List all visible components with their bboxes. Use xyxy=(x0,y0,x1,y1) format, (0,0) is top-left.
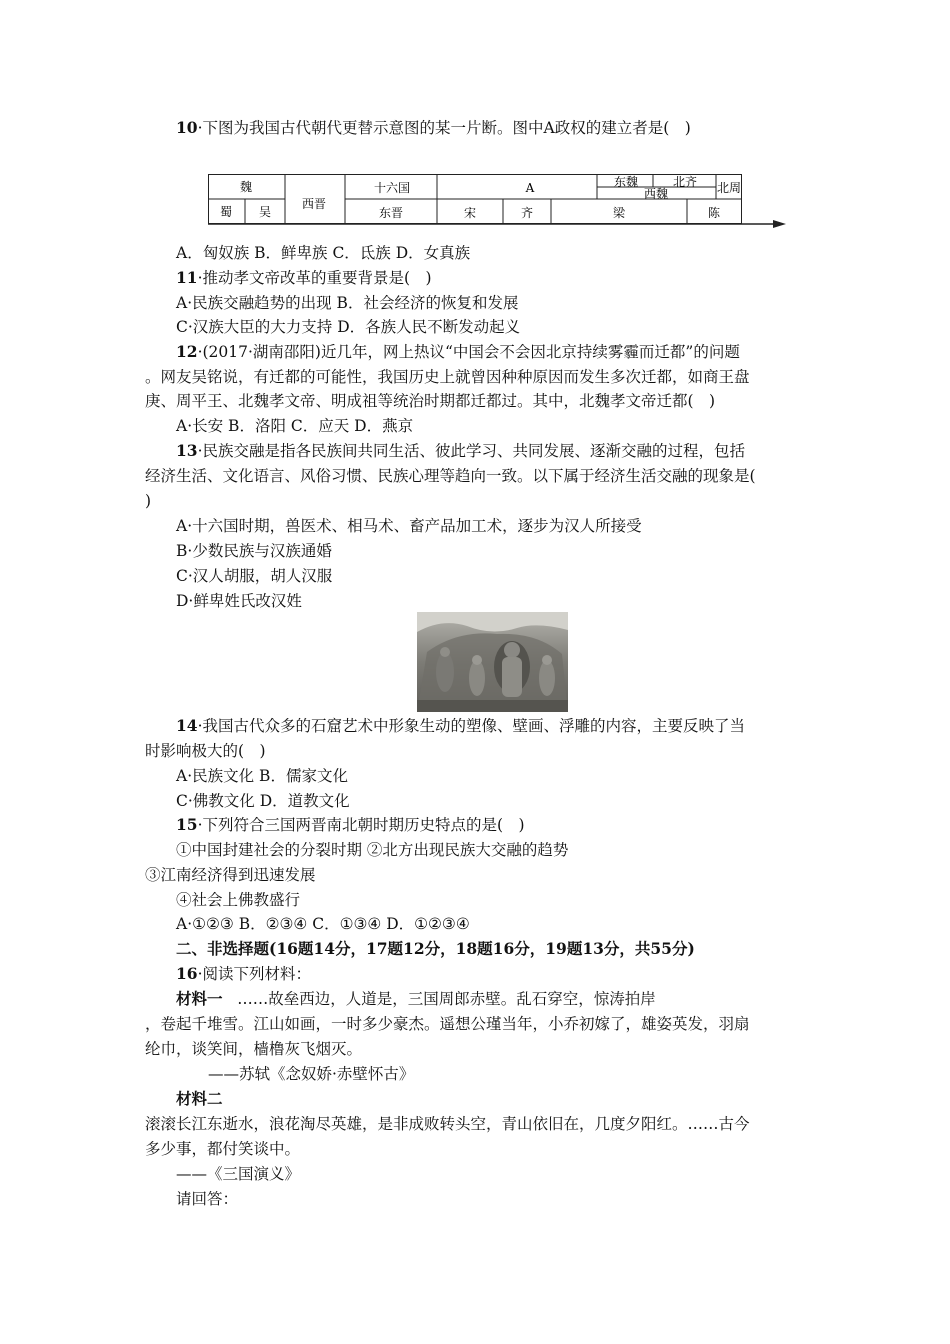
q13-line-3: ) xyxy=(145,492,152,510)
material-1-label: 材料一 xyxy=(176,989,223,1008)
q13-option-b: B·少数民族与汉族通婚 xyxy=(176,542,332,560)
q14-line-1: 14·我国古代众多的石窟艺术中形象生动的塑像、壁画、浮雕的内容，主要反映了当 xyxy=(176,716,746,735)
q16-stem: 16·阅读下列材料： xyxy=(176,964,312,983)
q16-ask: 请回答： xyxy=(176,1190,239,1208)
q13-line-2: 经济生活、文化语言、风俗习惯、民族心理等趋向一致。以下属于经济生活交融的现象是( xyxy=(145,467,756,485)
label-chen: 陈 xyxy=(707,206,721,220)
q11-number: 11 xyxy=(176,268,198,287)
material-1-source: ——苏轼《念奴娇·赤壁怀古》 xyxy=(208,1065,415,1083)
q12-line-3: 庚、周平王、北魏孝文帝、明成祖等统治时期都迁都过。其中，北魏孝文帝迁都( ) xyxy=(145,392,716,410)
label-a: A xyxy=(525,181,535,195)
q11-stem: 11·推动孝文帝改革的重要背景是( ) xyxy=(176,268,432,287)
q15-statement-1-2: ①中国封建社会的分裂时期 ②北方出现民族大交融的趋势 xyxy=(176,841,569,859)
label-shiliuguo: 十六国 xyxy=(373,181,411,195)
q15-stem: 15·下列符合三国两晋南北朝时期历史特点的是( ) xyxy=(176,815,525,834)
material-2-label: 材料二 xyxy=(176,1089,223,1108)
q13-line-1: 13·民族交融是指各民族间共同生活、彼此学习、共同发展、逐渐交融的过程，包括 xyxy=(176,441,746,460)
label-wu: 吴 xyxy=(258,205,272,219)
label-shu: 蜀 xyxy=(219,205,233,219)
q16-number: 16 xyxy=(176,964,198,983)
q12-options: A·长安 B．洛阳 C．应天 D．燕京 xyxy=(176,417,414,435)
material-2-line-2: 多少事，都付笑谈中。 xyxy=(145,1140,301,1158)
timeline-svg xyxy=(208,174,788,230)
q13-option-c: C·汉人胡服，胡人汉服 xyxy=(176,567,333,585)
q14-options-1: A·民族文化 B．儒家文化 xyxy=(176,767,348,785)
q12-line-1: 12·(2017·湖南邵阳)近几年，网上热议“中国会不会因北京持续雾霾而迁都”的问题 xyxy=(176,342,740,361)
q10-number: 10 xyxy=(176,118,198,137)
label-qi: 齐 xyxy=(520,206,534,220)
q10-options: A．匈奴族 B．鲜卑族 C．氐族 D．女真族 xyxy=(176,244,471,262)
material-2-line-1: 滚滚长江东逝水，浪花淘尽英雄，是非成败转头空，青山依旧在，几度夕阳红。……古今 xyxy=(145,1115,750,1133)
label-wei: 魏 xyxy=(239,180,253,194)
q13-number: 13 xyxy=(176,441,198,460)
arrow-icon xyxy=(773,220,786,228)
dynasty-timeline-diagram xyxy=(208,174,788,230)
material-1-line-1: 材料一 ……故垒西边，人道是，三国周郎赤壁。乱石穿空，惊涛拍岸 xyxy=(176,989,656,1008)
q15-options: A·①②③ B．②③④ C．①③④ D．①②③④ xyxy=(176,915,470,933)
label-dongjin: 东晋 xyxy=(378,206,404,220)
q11-options-2: C·汉族大臣的大力支持 D．各族人民不断发动起义 xyxy=(176,318,521,336)
label-xiwei: 西魏 xyxy=(643,187,669,201)
q15-number: 15 xyxy=(176,815,198,834)
label-beiqi: 北齐 xyxy=(672,175,698,189)
label-song: 宋 xyxy=(463,206,477,220)
q12-number: 12 xyxy=(176,342,198,361)
label-dongwei: 东魏 xyxy=(613,175,639,189)
q10-stem: 10·下图为我国古代朝代更替示意图的某一片断。图中A政权的建立者是( ) xyxy=(176,118,691,137)
grotto-photo xyxy=(417,612,568,712)
label-xijin: 西晋 xyxy=(301,197,327,211)
q14-options-2: C·佛教文化 D．道教文化 xyxy=(176,792,350,810)
q11-options-1: A·民族交融趋势的出现 B．社会经济的恢复和发展 xyxy=(176,294,519,312)
material-2-source: ——《三国演义》 xyxy=(176,1165,301,1183)
q12-line-2: 。网友吴铭说，有迁都的可能性，我国历史上就曾因种种原因而发生多次迁都，如商王盘 xyxy=(145,368,750,386)
label-beizhou: 北周 xyxy=(716,181,742,195)
section-2-heading: 二、非选择题(16题14分，17题12分，18题16分，19题13分，共55分) xyxy=(176,939,695,958)
material-1-line-2: ，卷起千堆雪。江山如画，一时多少豪杰。遥想公瑾当年，小乔初嫁了，雄姿英发，羽扇 xyxy=(145,1015,750,1033)
q15-statement-4: ④社会上佛教盛行 xyxy=(176,891,301,909)
q15-statement-3: ③江南经济得到迅速发展 xyxy=(145,866,316,884)
q13-option-a: A·十六国时期，兽医术、相马术、畜产品加工术，逐步为汉人所接受 xyxy=(176,517,642,535)
q13-option-d: D·鲜卑姓氏改汉姓 xyxy=(176,592,302,610)
q14-number: 14 xyxy=(176,716,198,735)
label-liang: 梁 xyxy=(612,206,626,220)
material-1-line-3: 纶巾，谈笑间，樯橹灰飞烟灭。 xyxy=(145,1040,363,1058)
q14-line-2: 时影响极大的( ) xyxy=(145,742,266,760)
